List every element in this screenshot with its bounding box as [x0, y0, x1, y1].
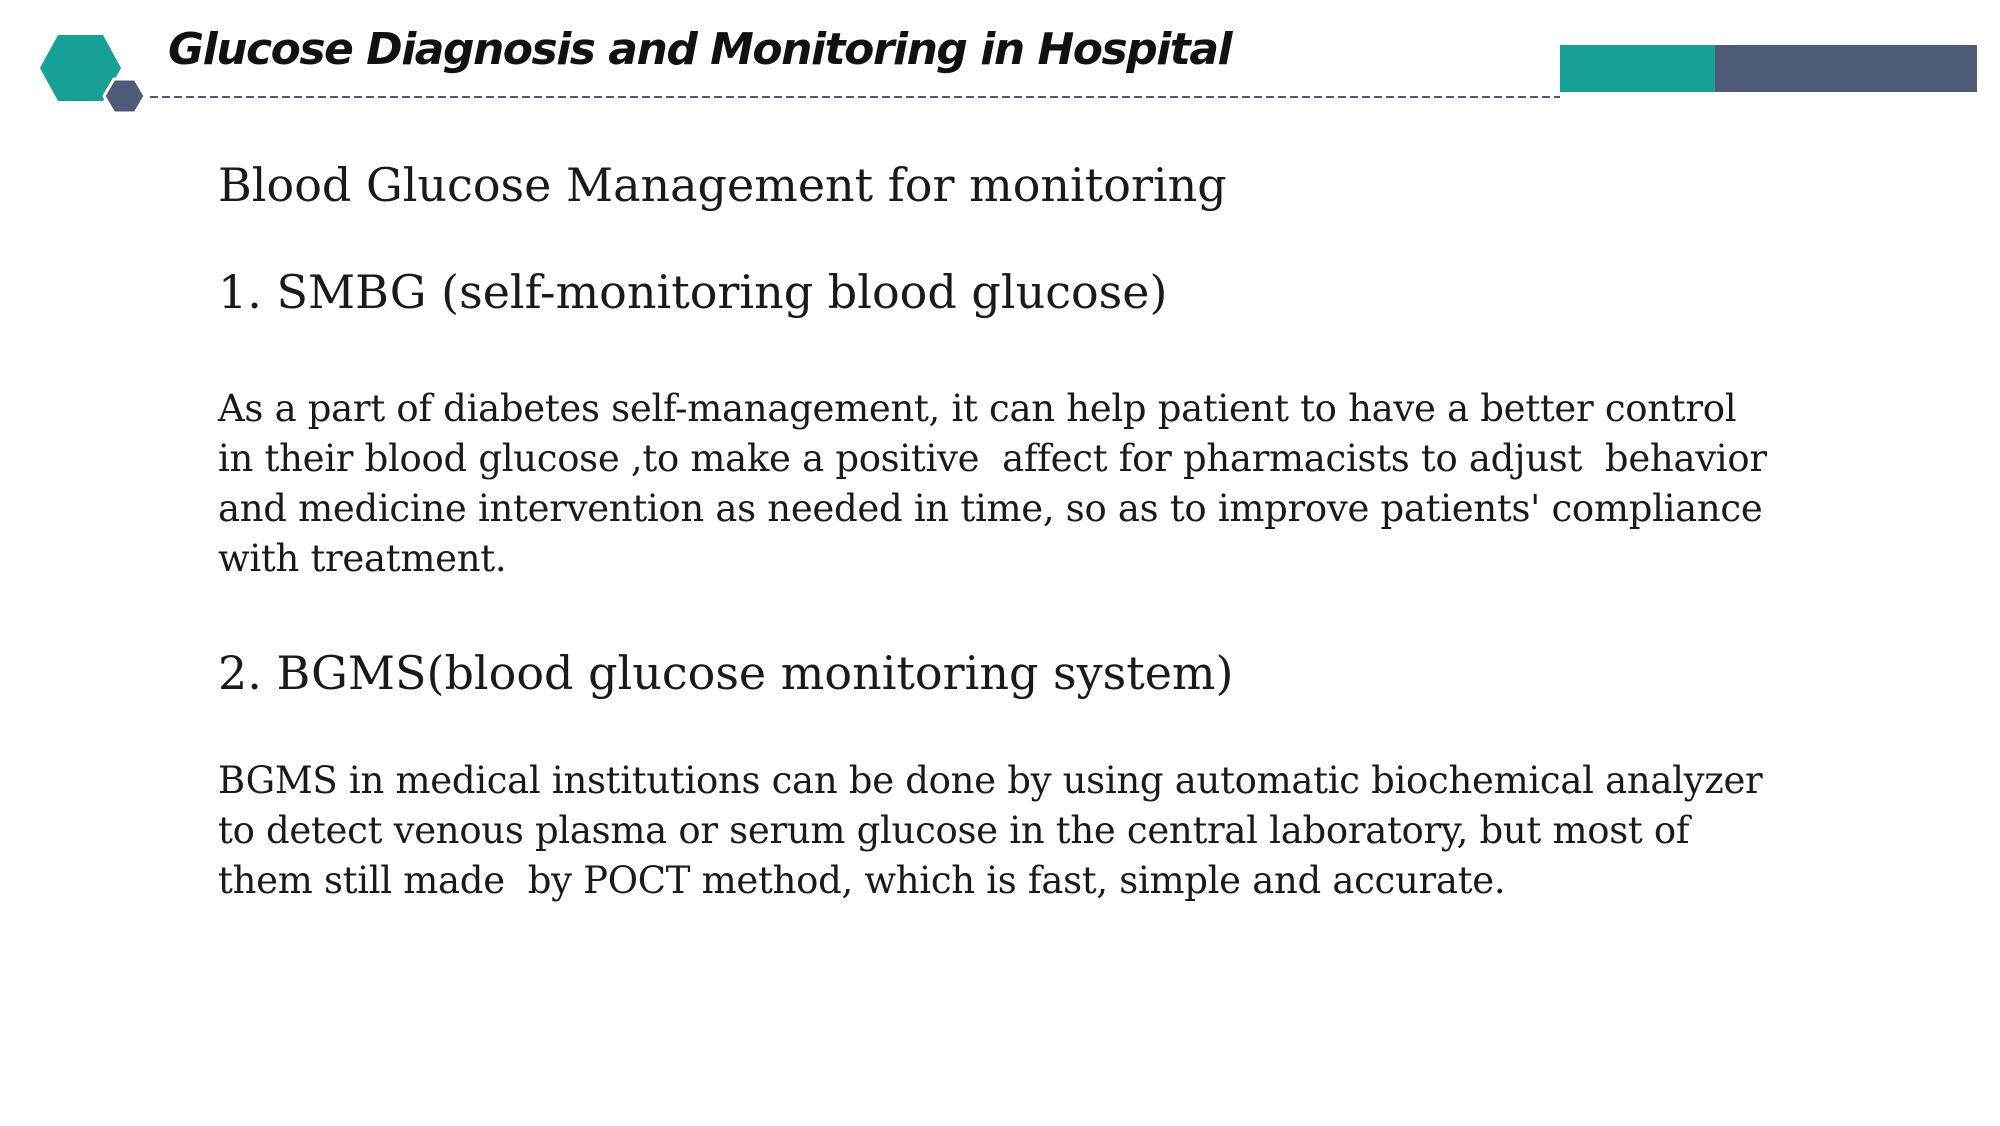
main-heading: Blood Glucose Management for monitoring [218, 158, 1227, 212]
slate-accent-bar [1715, 45, 1977, 92]
page-title: Glucose Diagnosis and Monitoring in Hospital [168, 24, 1232, 75]
section-heading-bgms: 2. BGMS(blood glucose monitoring system) [218, 646, 1234, 701]
section-heading-smbg: 1. SMBG (self-monitoring blood glucose) [218, 265, 1168, 320]
small-hexagon-icon [104, 79, 145, 113]
section-paragraph-smbg: As a part of diabetes self-management, it can help patient to have a better control in their blood glucose ,to make a positive affect for pharmacists to adjust behavior and medicine intervention as needed in time, so as to improve patients' compliance with treatment. [218, 387, 1779, 581]
slide-content [218, 150, 1778, 906]
teal-accent-bar [1560, 45, 1715, 92]
section-paragraph-bgms: BGMS in medical institutions can be done by using automatic biochemical analyzer to detect venous plasma or serum glucose in the central laboratory, but most of them still made by POCT method, which is fast, simple and accurate. [218, 758, 1774, 902]
